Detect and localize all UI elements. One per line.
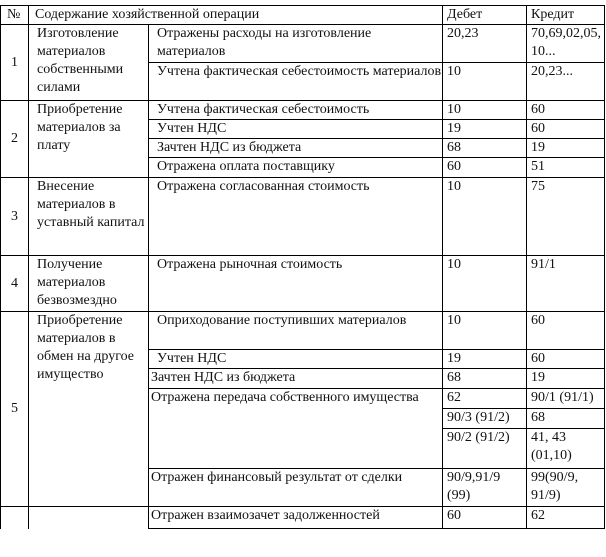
debit-cell: 62 (443, 389, 527, 409)
debit-cell: 10 (443, 63, 527, 101)
group-title: Получение материалов безвозмездно (29, 256, 149, 312)
table-header-row (1, 6, 605, 25)
operation-text: Учтен НДС (149, 350, 443, 369)
group-title: Внесение материалов в уставный капитал (29, 178, 149, 256)
credit-cell: 41, 43 (01,10) (527, 429, 605, 469)
debit-cell: 10 (443, 312, 527, 350)
operation-text: Оприходование поступивших материалов (149, 312, 443, 350)
debit-cell: 60 (443, 507, 527, 529)
operation-text: Зачтен НДС из бюджета (149, 139, 443, 158)
operation-text: Отражена рыночная стоимость (149, 256, 443, 312)
group-title: Приобретение материалов в обмен на другое имущество (29, 312, 149, 507)
debit-cell: 90/3 (91/2) (443, 409, 527, 429)
debit-cell: 20,23 (443, 25, 527, 63)
table-row (1, 101, 605, 120)
operation-text: Отражена передача собственного имущества (149, 389, 443, 469)
debit-cell: 19 (443, 350, 527, 369)
debit-cell: 10 (443, 256, 527, 312)
credit-cell: 19 (527, 139, 605, 158)
credit-cell: 90/1 (91/1) (527, 389, 605, 409)
credit-cell: 91/1 (527, 256, 605, 312)
operation-text: Отражена согласованная стоимость (149, 178, 443, 256)
table-row (1, 256, 605, 312)
operations-table (0, 5, 605, 529)
credit-cell: 60 (527, 350, 605, 369)
credit-cell: 19 (527, 369, 605, 389)
debit-cell: 19 (443, 120, 527, 139)
credit-cell: 20,23... (527, 63, 605, 101)
credit-cell: 60 (527, 120, 605, 139)
credit-cell: 62 (527, 507, 605, 529)
operation-text: Зачтен НДС из бюджета (149, 369, 443, 389)
credit-cell: 51 (527, 158, 605, 178)
debit-cell: 68 (443, 139, 527, 158)
header-num: № (1, 6, 29, 25)
header-credit: Кредит (527, 6, 605, 25)
operation-text: Отражен финансовый результат от сделки (149, 469, 443, 507)
header-content: Содержание хозяйственной операции (29, 6, 443, 25)
operation-text: Учтен НДС (149, 120, 443, 139)
credit-cell: 60 (527, 101, 605, 120)
debit-cell: 10 (443, 101, 527, 120)
debit-cell: 68 (443, 369, 527, 389)
operation-text: Отражена оплата поставщику (149, 158, 443, 178)
group-number: 5 (1, 312, 29, 507)
group-number: 2 (1, 101, 29, 178)
operation-text: Отражен взаимозачет задолженностей (149, 507, 443, 529)
debit-cell: 60 (443, 158, 527, 178)
table-row (1, 178, 605, 256)
credit-cell: 70,69,02,05,10... (527, 25, 605, 63)
debit-cell: 90/9,91/9 (99) (443, 469, 527, 507)
group-title: Приобретение материалов за плату (29, 101, 149, 178)
credit-cell: 99(90/9, 91/9) (527, 469, 605, 507)
operation-text: Учтена фактическая себестоимость (149, 101, 443, 120)
operation-text: Отражены расходы на изготовление материалов (149, 25, 443, 63)
group-title: Изготовление материалов собственными силами (29, 25, 149, 101)
credit-cell: 75 (527, 178, 605, 256)
debit-cell: 10 (443, 178, 527, 256)
operation-text: Учтена фактическая себестоимость материалов (149, 63, 443, 101)
group-number: 1 (1, 25, 29, 101)
table-row (1, 25, 605, 63)
credit-cell: 68 (527, 409, 605, 429)
credit-cell: 60 (527, 312, 605, 350)
header-debit: Дебет (443, 6, 527, 25)
table-row (1, 507, 605, 529)
group-number: 4 (1, 256, 29, 312)
table-row (1, 312, 605, 350)
group-number: 3 (1, 178, 29, 256)
debit-cell: 90/2 (91/2) (443, 429, 527, 469)
